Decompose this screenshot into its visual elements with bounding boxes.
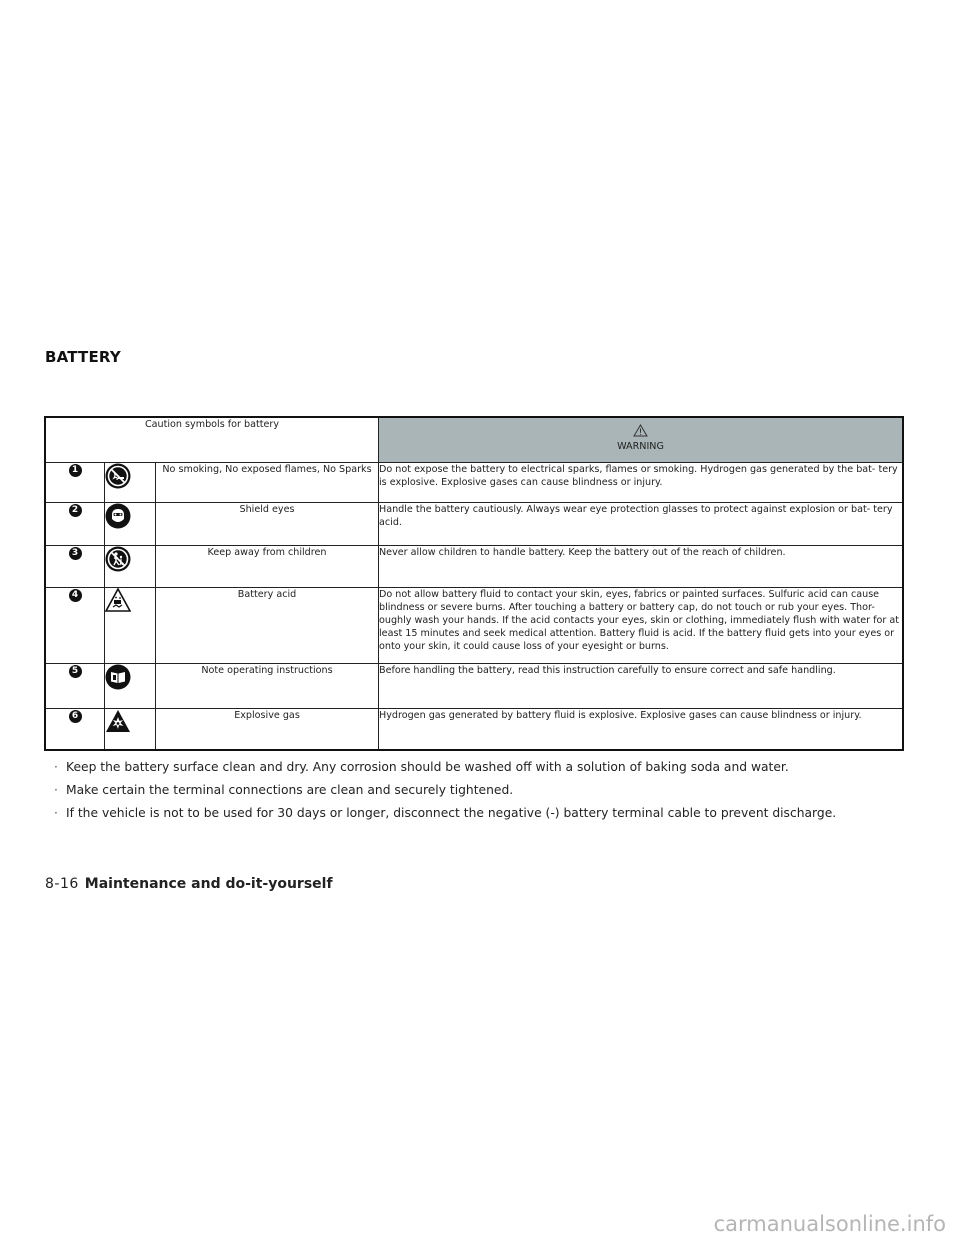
no-smoking-flames-sparks-icon [105, 463, 131, 489]
table-row [45, 664, 903, 709]
symbol-description: Hydrogen gas generated by battery fluid is explosive. Explosive gases can cause blindness or injury. [379, 709, 904, 750]
table-row [45, 463, 903, 503]
symbol-description: Never allow children to handle battery. Keep the battery out of the reach of children. [379, 546, 904, 588]
page-number: 8-16 [45, 876, 79, 892]
symbol-description: Before handling the battery, read this instruction carefully to ensure correct and safe handling. [379, 664, 904, 709]
warning-header [379, 417, 904, 463]
watermark: carmanualsonline.info [713, 1212, 946, 1236]
warning-triangle-icon [633, 424, 648, 437]
symbol-name: Keep away from children [156, 546, 379, 588]
table-row [45, 546, 903, 588]
row-number: 3 [69, 547, 82, 560]
operating-instructions-icon [105, 664, 131, 690]
caution-symbols-table [44, 416, 904, 751]
symbol-description: Do not allow battery fluid to contact your skin, eyes, fabrics or painted surfaces. Sulfuric acid can cause blindness or severe burns. After touching a battery or battery cap, do not touch or rub your eyes. Thor- oughly wash your hands. If the acid contacts your eyes, skin or clothing, immediately flush with water for at least 15 minutes and seek medical attention. Battery fluid is acid. If the battery fluid gets into your eyes or onto your skin, it could cause loss of your eyesight or burns. [379, 588, 904, 664]
symbol-name: Note operating instructions [156, 664, 379, 709]
table-caption: Caution symbols for battery [45, 417, 379, 463]
row-number: 2 [69, 504, 82, 517]
symbol-description: Do not expose the battery to electrical sparks, flames or smoking. Hydrogen gas generated by the bat- tery is explosive. Explosive gases can cause blindness or injury. [379, 463, 904, 503]
symbol-name: No smoking, No exposed flames, No Sparks [156, 463, 379, 503]
row-number: 4 [69, 589, 82, 602]
note-text: Keep the battery surface clean and dry. Any corrosion should be washed off with a solution of baking soda and water. [66, 760, 789, 774]
symbol-name: Explosive gas [156, 709, 379, 750]
list-item [52, 783, 836, 798]
bullet-icon: · [54, 760, 58, 774]
row-number: 5 [69, 665, 82, 678]
note-text: If the vehicle is not to be used for 30 days or longer, disconnect the negative (-) battery terminal cable to prevent discharge. [66, 806, 837, 820]
note-text: Make certain the terminal connections are clean and securely tightened. [66, 783, 514, 797]
row-number: 1 [69, 464, 82, 477]
keep-away-children-icon [105, 546, 131, 572]
table-row [45, 709, 903, 750]
shield-eyes-icon [105, 503, 131, 529]
symbol-name: Shield eyes [156, 503, 379, 546]
list-item [52, 760, 836, 775]
symbol-description: Handle the battery cautiously. Always wear eye protection glasses to protect against explosion or bat- tery acid. [379, 503, 904, 546]
chapter-title: Maintenance and do-it-yourself [84, 876, 333, 892]
bullet-icon: · [54, 783, 58, 797]
row-number: 6 [69, 710, 82, 723]
page-footer [45, 876, 333, 892]
warning-label: WARNING [617, 441, 664, 452]
table-row [45, 588, 903, 664]
explosive-gas-icon [105, 709, 131, 733]
bullet-icon: · [54, 806, 58, 820]
battery-acid-icon [105, 588, 131, 612]
list-item [52, 806, 836, 821]
table-row [45, 503, 903, 546]
section-title: BATTERY [45, 348, 121, 366]
symbol-name: Battery acid [156, 588, 379, 664]
battery-notes-list [52, 760, 836, 829]
